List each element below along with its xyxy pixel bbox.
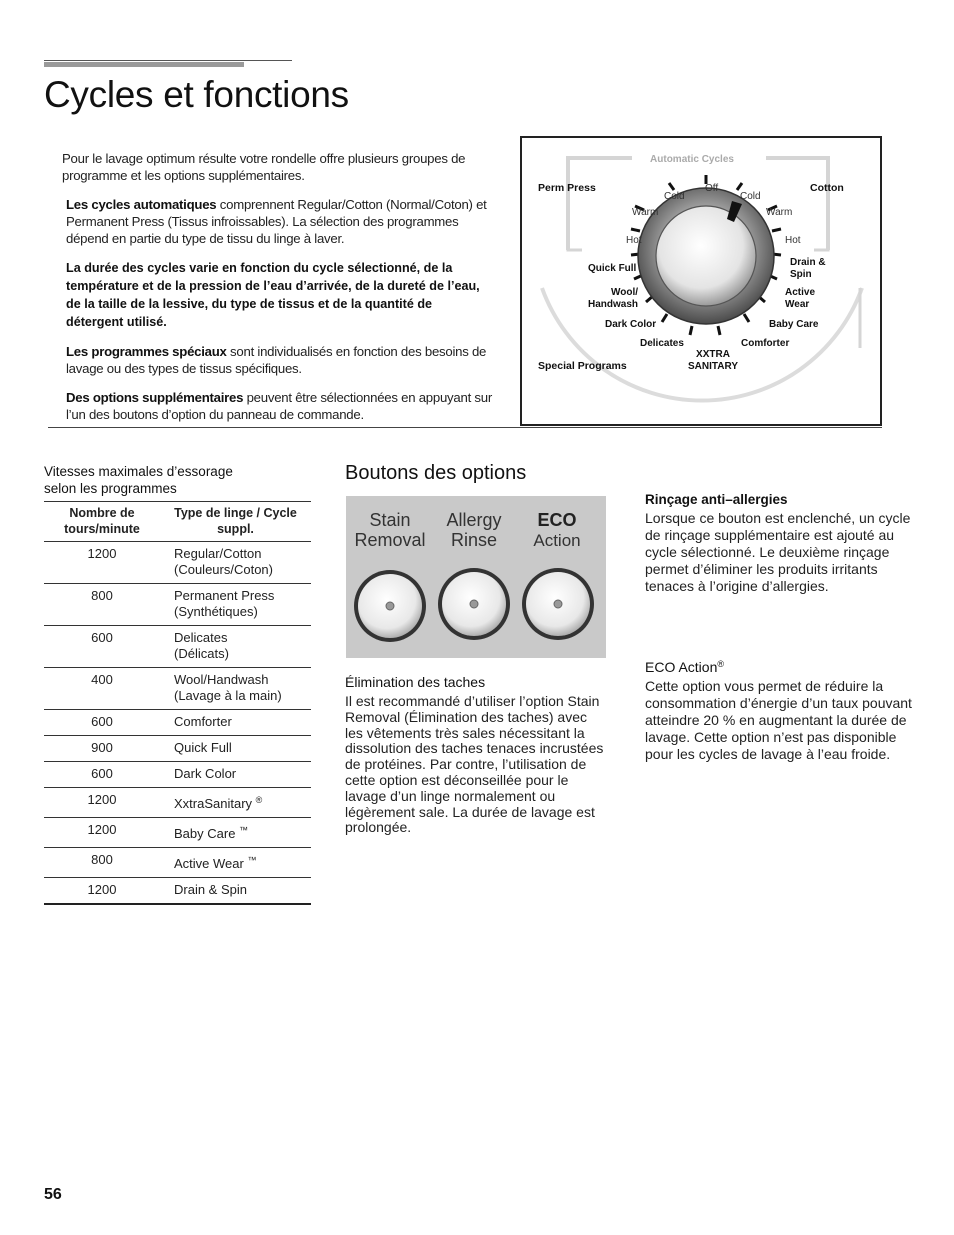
eco-action-description: Cette option vous permet de réduire la consommation d’énergie d’un taux pouvant atteindre 20 % en augmentant la durée de lavage. Cette option n’est pas disponible pour les cycles de lavage à l’eau froide. xyxy=(645,678,912,762)
allergy-rinse-heading: Rinçage anti–allergies xyxy=(645,492,788,507)
automatic-cycles-label: Automatic Cycles xyxy=(650,154,734,165)
table-body xyxy=(44,542,311,905)
indicator-light-icon xyxy=(554,600,562,608)
table-header-row xyxy=(44,502,311,542)
header-rpm: Nombre de tours/minute xyxy=(44,502,160,542)
table-row xyxy=(44,762,311,788)
eco-action-heading: ECO Action® xyxy=(645,659,725,675)
hot-left-label: Hot xyxy=(626,235,642,246)
hot-right-label: Hot xyxy=(785,235,801,246)
stain-removal-heading: Élimination des taches xyxy=(345,674,486,690)
cycle-cell: XxtraSanitary ® xyxy=(160,788,311,818)
dark-color-label: Dark Color xyxy=(605,319,657,330)
spin-speeds-title: Vitesses maximales d’essorage selon les programmes xyxy=(44,464,233,496)
header-rule-thick xyxy=(44,62,244,67)
page-title: Cycles et fonctions xyxy=(44,74,349,115)
cycle-dial-svg xyxy=(522,138,880,424)
cycle-cell: Active Wear ™ xyxy=(160,848,311,878)
xxtra-sanitary-label-line1: XXTRA xyxy=(696,349,730,360)
intro-paragraph-2: Les cycles automatiques comprennent Regular/Cotton (Normal/Coton) et Permanent Press (Tissus infroissables). La sélection des programmes dépend en partie du type de tissu du linge à laver. xyxy=(66,197,487,246)
table-row xyxy=(44,788,311,818)
intro-paragraph-4: Les programmes spéciaux sont individualisés en fonction des besoins de lavage ou des types de tissus spécifiques. xyxy=(66,344,487,376)
table-row xyxy=(44,736,311,762)
cold-right-label: Cold xyxy=(740,191,761,202)
page-number: 56 xyxy=(44,1186,62,1203)
allergy-rinse-label-line1: Allergy xyxy=(446,510,502,530)
intro-paragraph-1: Pour le lavage optimum résulte votre rondelle offre plusieurs groupes de programme et les options supplémentaires. xyxy=(62,151,466,183)
rpm-cell: 1200 xyxy=(44,788,160,818)
active-wear-label-line2: Wear xyxy=(785,299,810,310)
cycle-cell: Regular/Cotton (Couleurs/Coton) xyxy=(160,542,311,584)
stain-removal-label-line1: Stain xyxy=(369,510,411,530)
spin-speeds-table xyxy=(44,501,311,905)
eco-action-button[interactable] xyxy=(522,568,594,640)
special-programs-label: Special Programs xyxy=(538,360,627,372)
cycle-dial-illustration xyxy=(520,136,882,426)
table-row xyxy=(44,848,311,878)
table-row xyxy=(44,878,311,905)
table-row xyxy=(44,710,311,736)
stain-removal-description: Il est recommandé d’utiliser l’option Stain Removal (Élimination des taches) avec les vêtements très sales nécessitant la dissolution des taches tenaces incrustées de protéines. Par contre, l’utilisation de cette option est déconseillée pour le lavage d’un linge normalement ou légèrement sale. La durée de lavage est prolongée. xyxy=(345,693,604,836)
cycle-cell: Wool/Handwash (Lavage à la main) xyxy=(160,668,311,710)
xxtra-sanitary-label-line2: SANITARY xyxy=(688,361,738,372)
active-wear-label-line1: Active xyxy=(785,287,816,298)
comforter-label: Comforter xyxy=(741,338,790,349)
drain-spin-label-line1: Drain & xyxy=(790,257,826,268)
off-label: Off xyxy=(705,183,719,194)
cycle-cell: Quick Full xyxy=(160,736,311,762)
section-divider xyxy=(48,427,882,428)
table-row xyxy=(44,584,311,626)
rpm-cell: 800 xyxy=(44,584,160,626)
option-buttons-svg xyxy=(346,496,606,658)
rpm-cell: 800 xyxy=(44,848,160,878)
delicates-label: Delicates xyxy=(640,338,684,349)
allergy-rinse-label-line2: Rinse xyxy=(450,530,498,550)
table-row xyxy=(44,668,311,710)
allergy-rinse-description: Lorsque ce bouton est enclenché, un cycle de rinçage supplémentaire est ajouté au cycle sélectionné. Le deuxième rinçage permet d’éliminer les produits irritants tenaces à l’origine d’allergies. xyxy=(645,510,911,594)
intro-paragraph-3: La durée des cycles varie en fonction du cycle sélectionné, de la température et de la pression de l’eau d’arrivée, de la dureté de l’eau, de la taille de la lessive, du type de tissus et de la quantité de détergent utilisé. xyxy=(66,261,480,329)
header-cycle: Type de linge / Cycle suppl. xyxy=(160,502,311,542)
stain-removal-label-line2: Removal xyxy=(354,530,426,550)
rpm-cell: 600 xyxy=(44,626,160,668)
cycle-cell: Drain & Spin xyxy=(160,878,311,905)
warm-left-label: Warm xyxy=(632,207,659,218)
indicator-light-icon xyxy=(470,600,478,608)
wool-label-line2: Handwash xyxy=(588,299,639,310)
indicator-light-icon xyxy=(386,602,394,610)
intro-paragraph-5: Des options supplémentaires peuvent être sélectionnées en appuyant sur l’un des boutons d’option du panneau de commande. xyxy=(66,390,492,422)
cold-left-label: Cold xyxy=(664,191,685,202)
rpm-cell: 1200 xyxy=(44,818,160,848)
cycle-cell: Comforter xyxy=(160,710,311,736)
eco-label-line2: Action xyxy=(533,531,581,550)
header-rule-thin xyxy=(44,60,292,61)
table-row xyxy=(44,626,311,668)
rpm-cell: 900 xyxy=(44,736,160,762)
dial-knob xyxy=(656,206,756,306)
left-bracket xyxy=(568,158,632,250)
perm-press-label: Perm Press xyxy=(538,182,596,194)
warm-right-label: Warm xyxy=(766,207,793,218)
stain-removal-button[interactable] xyxy=(354,570,426,642)
option-buttons-panel xyxy=(346,496,606,658)
rpm-cell: 1200 xyxy=(44,878,160,905)
options-title: Boutons des options xyxy=(345,462,527,484)
intro-section xyxy=(62,150,492,435)
table-row xyxy=(44,542,311,584)
rpm-cell: 600 xyxy=(44,762,160,788)
rpm-cell: 1200 xyxy=(44,542,160,584)
baby-care-label: Baby Care xyxy=(769,319,819,330)
left-bracket-foot xyxy=(568,236,582,250)
allergy-rinse-button[interactable] xyxy=(438,568,510,640)
cotton-label: Cotton xyxy=(810,182,844,194)
right-bracket-foot xyxy=(814,236,828,250)
cycle-cell: Baby Care ™ xyxy=(160,818,311,848)
drain-spin-label-line2: Spin xyxy=(790,269,812,280)
table-row xyxy=(44,818,311,848)
rpm-cell: 400 xyxy=(44,668,160,710)
wool-label-line1: Wool/ xyxy=(611,287,639,298)
eco-label-line1: ECO xyxy=(537,510,577,530)
cycle-cell: Delicates (Délicats) xyxy=(160,626,311,668)
quick-full-label: Quick Full xyxy=(588,263,637,274)
rpm-cell: 600 xyxy=(44,710,160,736)
cycle-cell: Dark Color xyxy=(160,762,311,788)
cycle-cell: Permanent Press (Synthétiques) xyxy=(160,584,311,626)
